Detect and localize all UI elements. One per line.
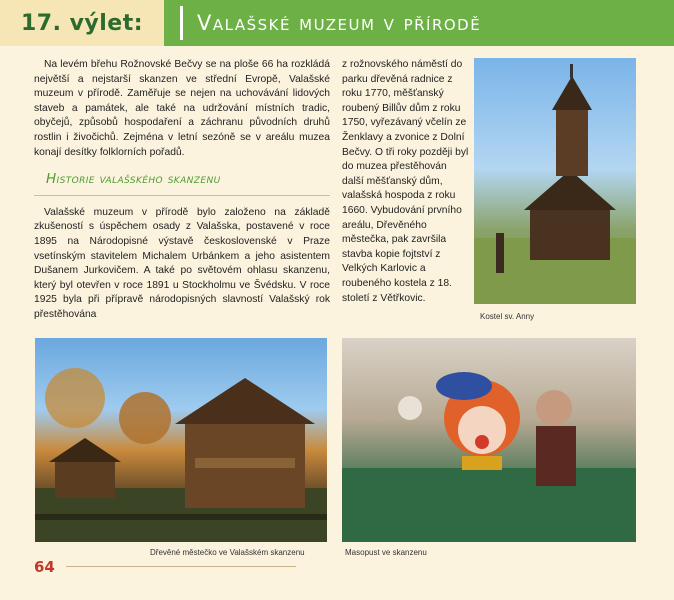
- carnival-photo: [342, 338, 636, 542]
- section-heading-rule: [34, 195, 330, 196]
- left-column: [34, 58, 330, 323]
- history-paragraph: Valašské muzeum v přírodě bylo založeno na základě zkušeností s úspěchem osady z Valašska, postavené v roce 1895 na Národopisné výstavě československé v Praze vsetínským stavitelem Michalem Urbánkem a jeho asistentem Dušanem Jurkovičem. A také po světovém ohlasu skanzenu, který byl otevřen v roce 1891 u Stockholmu ve Švédsku. V roce 1925 byla při přípravě národopisných slavností Valašský rok přestěhována: [34, 206, 330, 320]
- village-caption: Dřevěné městečko ve Valašském skanzenu: [150, 548, 305, 557]
- title-bar: [164, 0, 674, 46]
- carnival-caption: Masopust ve skanzenu: [345, 548, 427, 557]
- middle-paragraph: z rožnovského náměstí do parku dřevěná radnice z roku 1770, měšťanský roubený Billův dům z roku 1750, vyřezávaný včelín ze Ženklavy a zvonice z Dolní Bečvy. O tři roky později byl do muzea přestěhován další měšťanský dům, valašská hospoda z roku 1660. Vybudování prvního areálu, Dřevěného městečka, pak završila stavba kopie fojtství z Velkých Karlovic a roubeného kostela z 18. století z Větřkovic.: [342, 59, 469, 304]
- trip-number-box: [0, 0, 164, 46]
- page-number: 64: [34, 558, 55, 576]
- section-heading: Historie valašského skanzenu: [46, 171, 221, 188]
- church-caption: Kostel sv. Anny: [480, 312, 535, 321]
- footer-rule: [66, 566, 296, 567]
- title-divider: [180, 6, 183, 40]
- middle-column: [342, 58, 470, 306]
- trip-number: 17. výlet:: [20, 10, 144, 36]
- page-title: Valašské muzeum v přírodě: [197, 11, 482, 35]
- church-photo: [474, 58, 636, 304]
- village-photo: [35, 338, 327, 542]
- intro-paragraph: Na levém břehu Rožnovské Bečvy se na ploše 66 ha rozkládá největší a nejstarší skanzen ve střední Evropě, Valašské muzeum v přírodě. Zaměřuje se nejen na uchovávání lidových staveb a památek, ale také na udržování místních tradic, obyčejů, způsobů hospodaření a záchranu původních druhů rostlin i živočichů. Zejména v letní sezóně se v areálu muzea konají desítky folklorních pořadů.: [34, 59, 330, 158]
